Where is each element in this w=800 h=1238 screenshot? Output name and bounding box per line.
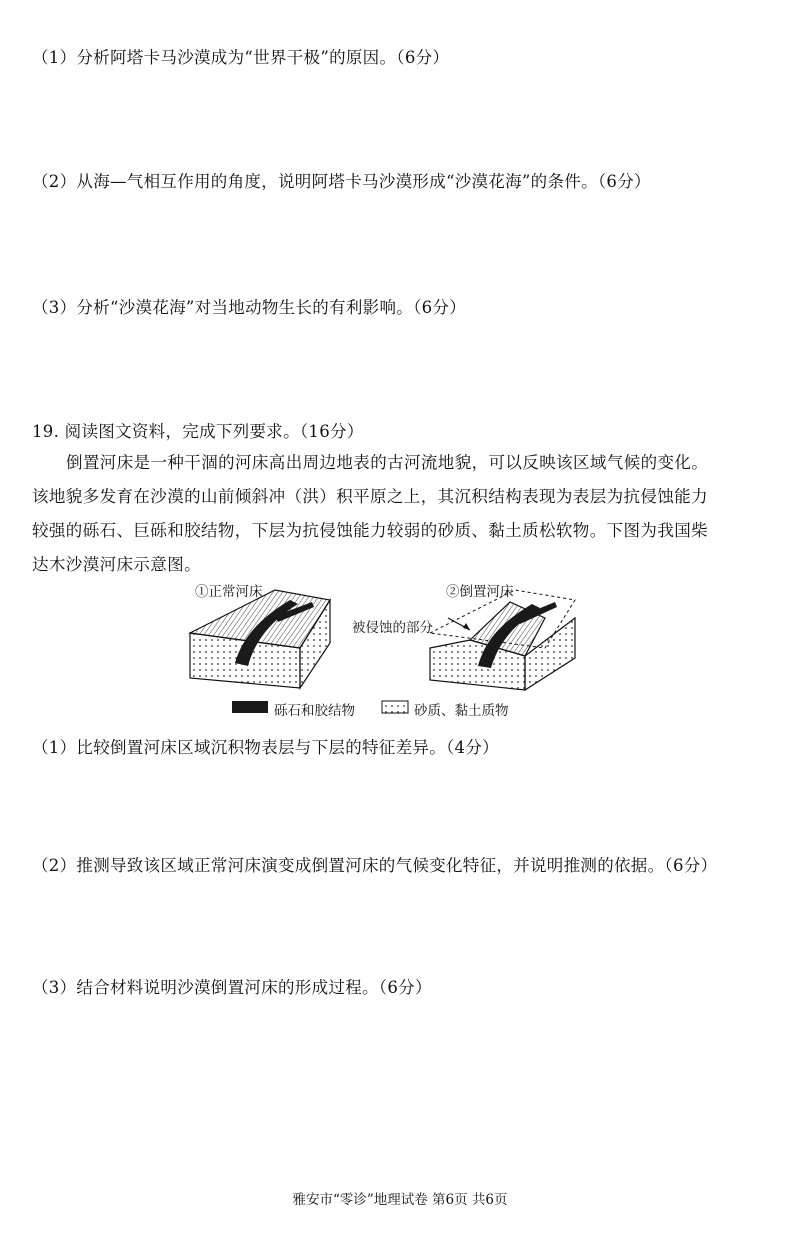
question-19-material [32,446,772,582]
legend-gravel-label: 砾石和胶结物 [274,703,355,719]
material-line: 较强的砾石、巨砾和胶结物，下层为抗侵蚀能力较弱的砂质、黏土质松软物。下图为我国柴 [32,521,708,540]
material-line: 达木沙漠河床示意图。 [32,555,201,574]
material-line: 倒置河床是一种干涸的河床高出周边地表的古河流地貌，可以反映该区域气候的变化。 [66,453,709,472]
legend-sand-label: 砂质、黏土质物 [414,703,509,719]
legend-sand-swatch [382,701,408,713]
page-footer: 雅安市“零诊”地理试卷 第6页 共6页 [292,1192,508,1208]
question-3-top: （3）分析“沙漠花海”对当地动物生长的有利影响。（6分） [32,298,467,317]
inverted-riverbed-block [430,590,575,690]
label-normal-riverbed: ①正常河床 [195,584,263,600]
question-19-1: （1）比较倒置河床区域沉积物表层与下层的特征差异。（4分） [32,738,499,757]
normal-riverbed-block [190,590,330,688]
material-line: 该地貌多发育在沙漠的山前倾斜冲（洪）积平原之上，其沉积结构表现为表层为抗侵蚀能力 [32,487,708,506]
question-19-header: 19. 阅读图文资料，完成下列要求。（16分） [32,422,364,441]
question-1-top: （1）分析阿塔卡马沙漠成为“世界干极”的原因。（6分） [32,48,450,67]
label-eroded-part: 被侵蚀的部分 [352,620,433,636]
question-2-top: （2）从海—气相互作用的角度，说明阿塔卡马沙漠形成“沙漠花海”的条件。（6分） [32,172,651,191]
legend-gravel-swatch [232,701,268,713]
question-19-2: （2）推测导致该区域正常河床演变成倒置河床的气候变化特征，并说明推测的依据。（6分） [32,856,718,875]
question-19-3: （3）结合材料说明沙漠倒置河床的形成过程。（6分） [32,978,432,997]
label-inverted-riverbed: ②倒置河床 [446,584,514,600]
